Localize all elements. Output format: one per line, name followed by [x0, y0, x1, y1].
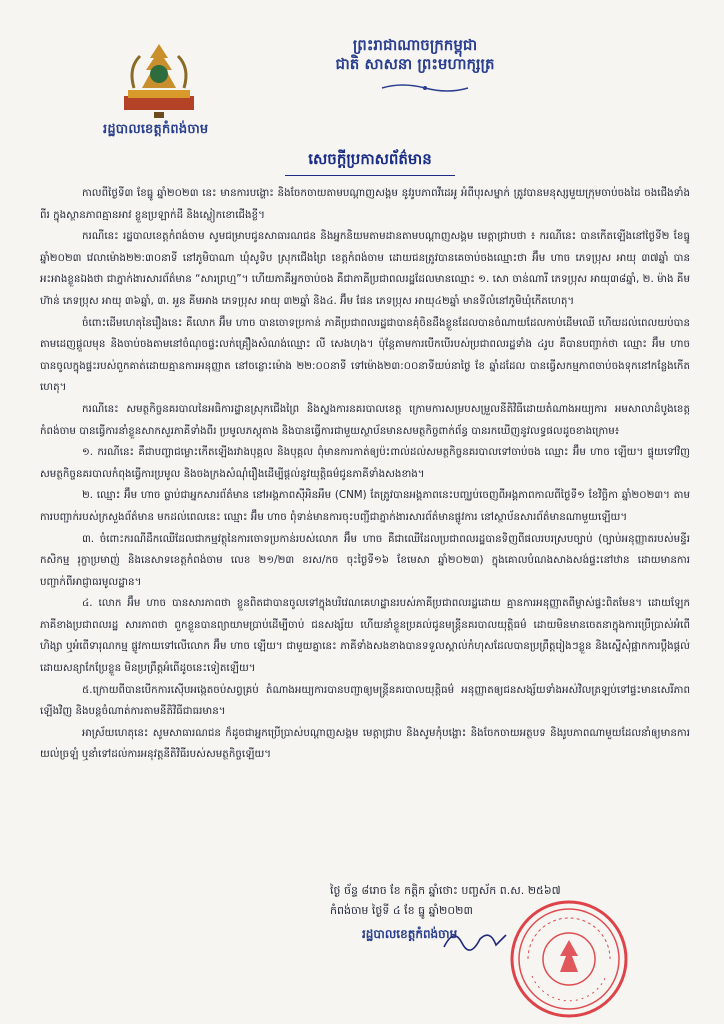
ornament-divider-icon: [380, 82, 470, 94]
handwritten-signature-icon: [440, 925, 510, 955]
royal-emblem-icon: [118, 38, 200, 120]
paragraph: កាលពីថ្ងៃទី៣ ខែធ្នូ ឆ្នាំ២០២៣ នេះ មានការបង្ហោះ និងចែកចាយតាមបណ្តាញសង្គម នូវរូបភាពវីដេអូ អំពីបុរសម្នាក់ ត្រូវបានមនុស្សមួយក្រុមចាប់ចងដៃ ចងជើងទាំងពីរ ក្នុងស្ថានភាពគ្មានអាវ ខ្លួនប្រឡាក់ដី និងស្លៀកខោជើងខ្លី។: [40, 187, 690, 221]
paragraph: ចំពោះដើមហេតុនៃរឿងនេះ គឺលោក អ៊ឹម ហាច បានចោទប្រកាន់ ភាគីប្រជាពលរដ្ឋជាបានគុំចិនដឹងខ្លួនដែលបានចំណាយដែលកាប់ដើមឈើ ហើយដល់ពេលយប់បានតាមដេញផ្តួលមុន និងចាប់ចងតាមនៅចំណុចផ្ទះលក់គ្រឿងសំណង់ឈ្មោះ លី សេងហុង។ ប៉ុន្តែតាមការបើកបើរបស់ប្រជាពលរដ្ឋទាំង ៤រូប គឺបានបញ្ជាក់ថា ឈ្មោះ អ៊ឹម ហាច បានចូលក្នុងផ្ទះរបស់ពួកគាត់ដោយគ្មានការអនុញ្ញាត នៅចន្លោះម៉ោង ២២:០០នាទី ទៅម៉ោង២៣:០០នាទីយប់នាថ្ងៃ ខែ ឆ្នាំដដែល បានធ្វើសកម្មភាពចាប់ចងទុកនៅកន្លែងកើតហេតុ។: [40, 316, 690, 394]
national-motto: ជាតិ សាសនា ព្រះមហាក្សត្រ: [335, 55, 495, 73]
solar-date: កំពង់ចាម ថ្ងៃទី ៤ ខែ ធ្នូ ឆ្នាំ២០២៣: [330, 904, 473, 917]
lunar-date: ថ្ងៃ ច័ន្ទ ៨រោច ខែ កត្តិក ឆ្នាំថោះ បញ្ចស័ក ព.ស. ២៥៦៧: [330, 884, 561, 897]
paragraph: អាស្រ័យហេតុនេះ សូមសាធារណជន ក៏ដូចជាអ្នកប្រើប្រាស់បណ្តាញសង្គម មេត្តាជ្រាប និងសូមកុំបង្ហោះ និងចែកចាយអត្ថបទ និងរូបភាពណាមួយដែលនាំឲ្យមានការយល់ច្រឡំ ឬនាំទៅដល់ការអនុវត្តនីតិវិធីរបស់សមត្ថកិច្ចឡើយ។: [40, 726, 690, 761]
paragraph: ករណីនេះ សមត្ថកិច្ចនគរបាលនៃអធិការដ្ឋានស្រុកជើងព្រៃ និងស្នងការនគរបាលខេត្ត ក្រោមការសម្របសម្រួលនីតិវិធីដោយតំណាងអយ្យការ អមសាលាដំបូងខេត្តកំពង់ចាម បានធ្វើការនាំខ្លួនសាកសួរភាគីទាំងពីរ ប្រមូលភស្តុតាង និងបានធ្វើការជាមួយស្ថាប័នមានសមត្ថកិច្ចពាក់ព័ន្ធ បានរកឃើញនូវលទ្ធផលដូចខាងក្រោម៖: [40, 402, 690, 437]
paragraph: ១. ករណីនេះ គឺជាបញ្ហាជម្លោះកើតឡើងរវាងបុគ្គល និងបុគ្គល ពុំមានការកាត់ឲ្យប៉ះពាល់ដល់សមត្ថកិច្ចនគរបាលទៅចាប់ចង ឈ្មោះ អ៊ឹម ហាច ឡើយ។ ផ្ទុយទៅវិញ សមត្ថកិច្ចនគរបាលកំពុងធ្វើការប្រមូល និងចងក្រងសំណុំរឿងដើម្បីផ្តល់នូវយុត្តិធម៌ជូនភាគីទាំងសងខាង។: [40, 446, 690, 480]
paragraph: ករណីនេះ រដ្ឋបាលខេត្តកំពង់ចាម សូមជម្រាបជូនសាធារណជន និងអ្នកនិយមតាមដានតាមបណ្តាញសង្គម មេត្តាជ្រាបថា ៖ ករណីនេះ បានកើតឡើងនៅថ្ងៃទី២ ខែធ្នូ ឆ្នាំ២០២៣ វេលាម៉ោង២២:៣០នាទី នៅភូមិបាណា ឃុំសូទិប ស្រុកជើងព្រៃ ខេត្តកំពង់ចាម ដោយជនត្រូវបានគេចាប់ចងឈ្មោះថា អ៊ឹម ហាច ភេទប្រុស អាយុ ៣៧ឆ្នាំ បានអះអាងខ្លួនឯងថា ជាភ្នាក់ងារសារព័ត៌មាន “សារព្រហ្ម”។ ហើយភាគីអ្នកចាប់ចង គឺជាភាគីប្រជាពលរដ្ឋដែលមានឈ្មោះ ១. សោ ចាន់ណារី ភេទប្រុស អាយុ៣៨ឆ្នាំ, ២. ម៉ាង គីមហ៊ាន់ ភេទប្រុស អាយុ ៣៦ឆ្នាំ, ៣. អួន គីមអាង ភេទប្រុស អាយុ ៣២ឆ្នាំ និង៤. អ៊ឹម ផែន ភេទប្រុស អាយុ៤២ឆ្នាំ មានទីលំនៅភូមិឃុំកើតហេតុ។: [40, 230, 690, 307]
issuing-department: រដ្ឋបាលខេត្តកំពង់ចាម: [103, 122, 209, 137]
page-title: សេចក្តីប្រកាសព័ត៌មាន: [308, 150, 432, 168]
kingdom-heading: ព្រះរាជាណាចក្រកម្ពុជា: [352, 36, 478, 54]
official-seal-icon: [508, 898, 630, 1020]
paragraph: ៣. ចំពោះករណីដឹកឈើដែលជាកម្មវត្ថុនៃការចោទប្រកាន់របស់លោក អ៊ឹម ហាច គឺជាឈើដែលប្រជាពលរដ្ឋបានទិញពីផលរបរស្របច្បាប់ (ច្បាប់អនុញ្ញាតរបស់មន្ទីរកសិកម្ម រុក្ខាប្រមាញ់ និងនេសាទខេត្តកំពង់ចាម លេខ ២១/២៣ ខរស/កច ចុះថ្ងៃទី១៦ ខែមេសា ឆ្នាំ២០២៣) ក្នុងគោលបំណងសាងសង់ផ្ទះនៅឋាន ដោយមានការបញ្ជាក់ពីអាជ្ញាធរមូលដ្ឋាន។: [40, 532, 690, 588]
paragraph: ៥.ក្រោយពីបានបើកការស៊ើបអង្កេតចប់សព្វគ្រប់ តំណាងអយ្យការបានបញ្ជាឲ្យមន្ត្រីនគរបាលយុត្តិធម៌ អនុញ្ញាតឲ្យជនសង្ស័យទាំងអស់វិលត្រឡប់ទៅផ្ទះមានសេរីភាពឡើងវិញ និងបន្តចំណាត់ការតាមនីតិវិធីជាធរមាន។: [40, 683, 690, 718]
document-body: [40, 183, 690, 863]
title-underline: [285, 175, 455, 176]
signer-title: រដ្ឋបាលខេត្តកំពង់ចាម: [362, 927, 458, 941]
paragraph: ២. ឈ្មោះ អ៊ឹម ហាច ធ្លាប់ជាអ្នកសារព័ត៌មាន នៅអង្គភាពស៊ីអិនអឹម (CNM) តែត្រូវបានអង្គភាពនេះបញ្ឈប់ចេញពីអង្គភាពកាលពីថ្ងៃទី១ ខែវិច្ឆិកា ឆ្នាំ២០២៣។ តាមការបញ្ជាក់របស់ក្រសួងព័ត៌មាន មកដល់ពេលនេះ ឈ្មោះ អ៊ឹម ហាច ពុំទាន់មានការចុះបញ្ជីជាភ្នាក់ងារសារព័ត៌មានផ្លូវការ នៅស្ថាប័នសារព័ត៌មានណាមួយឡើយ។: [40, 489, 690, 523]
paragraph: ៤. លោក អ៊ឹម ហាច បានសារភាពថា ខ្លួនពិតជាបានចូលទៅក្នុងបរិវេណគេហដ្ឋានរបស់ភាគីប្រជាពលរដ្ឋដោយ គ្មានការអនុញ្ញាតពីម្ចាស់ផ្ទះពិតមែន។ ដោយឡែក ភាគីខាងប្រជាពលរដ្ឋ សារភាពថា ពួកខ្លួនបានព្យាយាមប្រាប់ដើម្បីចាប់ ជនសង្ស័យ ហើយនាំខ្លួនប្រគល់ជូនមន្ត្រីនគរបាលយុត្តិធម៌ ដោយមិនមានចេតនាក្នុងការប្រើប្រាស់អំពើហិង្សា ឬអំពើទារុណកម្ម ផ្លូវកាយទៅលើលោក អ៊ឹម ហាច ឡើយ។ ជាមួយគ្នានេះ ភាគីទាំងសងខាងបានទទួលស្គាល់កំហុសដែលបានប្រព្រឹត្តរៀងៗខ្លួន និងស្នើសុំផ្អាកការប្តឹងផ្តល់ ដោយសន្យាកែប្រែខ្លួន មិនប្រព្រឹត្តអំពើដូចនេះទៀតឡើយ។: [40, 597, 690, 675]
